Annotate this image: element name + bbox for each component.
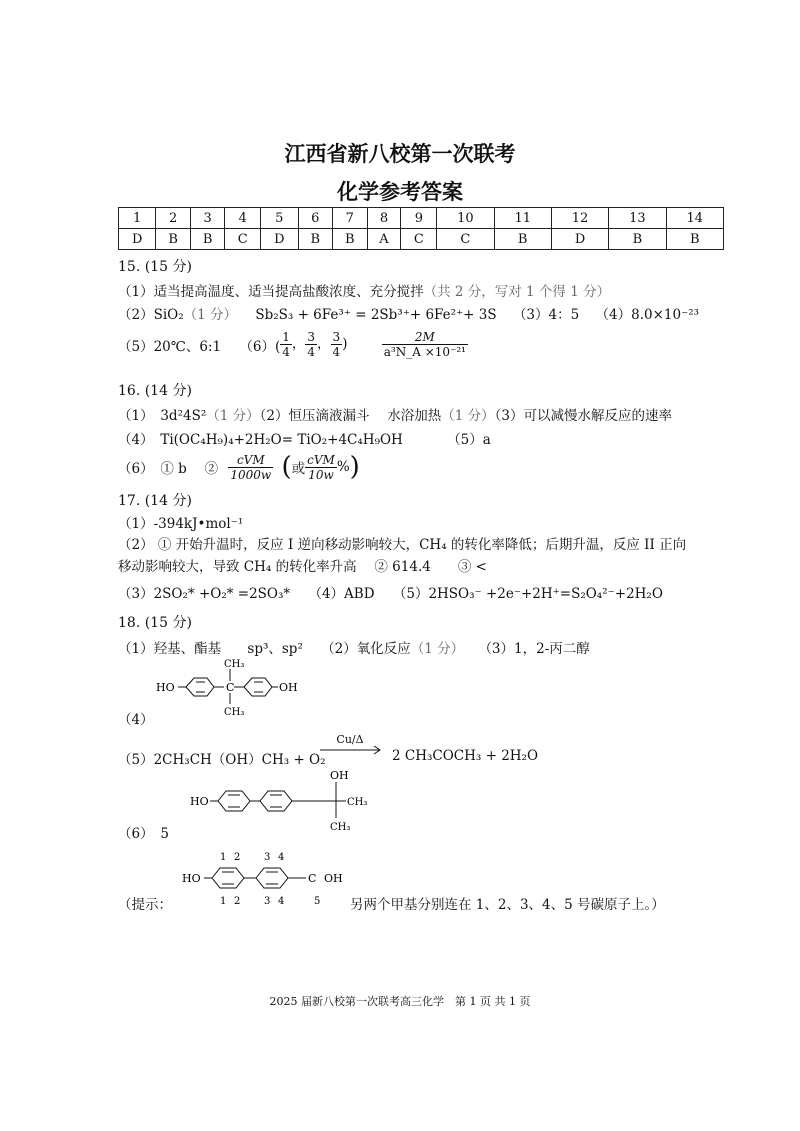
q16-l1-c: （3）可以减慢水解反应的速率 [494,408,672,424]
s3-bot-4: 4 [278,896,285,907]
q17-l4-a: （3）2SO₂* +O₂* =2SO₃* [118,586,291,602]
q18-l5-b: 另两个甲基分别连在 1、2、3、4、5 号碳原子上。） [350,897,665,913]
q18-l1-note: （1 分） [410,641,465,657]
q15-l2-c: （3）4：5 [512,307,580,323]
q16-l1-note2: （1 分） [441,408,495,424]
question-number-cell: 5 [261,208,298,229]
s2-ho: HO [190,795,209,808]
answer-cell: B [156,229,191,250]
s3-ho: HO [182,872,201,885]
q15-line1 [118,280,610,300]
s3-bot-1: 1 [220,896,227,907]
q18-line5 [118,893,172,913]
s1-c: C [226,681,235,694]
question-number-cell: 10 [437,208,494,229]
q16-percent: % [336,459,350,475]
q18-l1-d: （3）1，2-丙二醇 [478,641,590,657]
question-number-cell: 1 [119,208,156,229]
question-number-cell: 6 [298,208,333,229]
question-number-cell: 9 [401,208,437,229]
s3-bot-3: 3 [264,896,271,907]
q15-l1-note: （共 2 分，写对 1 个得 1 分） [423,284,611,300]
s3-bot-5: 5 [314,896,321,907]
q17-line3: 移动影响较大，导致 CH₄ 的转化率升高 ② 614.4 ③ < [118,559,487,575]
page-subtitle: 化学参考答案 [337,179,463,204]
question-number-cell: 11 [494,208,551,229]
s3-top-4: 4 [278,852,285,863]
q15-density-fraction: $\frac{2M}{\text{a³N\_A ×10⁻²¹}}$ [383,330,466,359]
q17-l4-c: （5）2HSO₃⁻ +2e⁻+2H⁺=S₂O₄²⁻+2H₂O [392,586,663,602]
hint-structure [180,842,360,912]
s1-ch3-bottom: CH₃ [224,707,245,718]
q18-line3 [118,748,326,768]
answer-cell: B [609,229,666,250]
s1-ho: HO [156,681,175,694]
q18-line1 [118,637,590,657]
answer-cell: D [551,229,608,250]
q15-coord-z: $\frac{3}{4}$ [332,330,341,359]
q15-l1-text: （1）适当提高温度、适当提高盐酸浓度、充分搅拌 [118,284,424,300]
q16-line2 [118,428,491,448]
q15-l3-b: （6）( [239,338,281,355]
q16-l1-note1: （1 分） [206,408,260,424]
page-title: 江西省新八校第一次联考 [284,141,516,166]
answer-cell: C [401,229,437,250]
q15-l2-b: Sb₂S₃ + 6Fe³⁺ = 2Sb³⁺+ 6Fe²⁺+ 3S [255,307,497,323]
question-number-cell: 4 [225,208,261,229]
q16-fraction-2: $\frac{\text{cVM}}{10w}$ [307,452,335,482]
q18-line4: （6） 5 [118,826,169,842]
q18-l1-b: sp³、sp² [247,641,303,657]
answer-table [118,207,724,250]
q18-l5-a: （提示： [118,897,172,913]
q17-l4-b: （4）ABD [308,586,375,602]
answer-cell: C [437,229,494,250]
q15-heading: 15. (15 分) [118,259,192,275]
q16-l1-a: （1） 3d²4S² [118,408,207,424]
q15-l2-d: （4）8.0×10⁻²³ [595,307,700,323]
q18-l1-a: （1）羟基、酯基 [118,641,222,657]
s3-bot-2: 2 [234,896,241,907]
answer-cell: A [367,229,401,250]
q16-line1 [118,404,672,424]
answer-cell: B [190,229,225,250]
q17-line4 [118,582,663,602]
bisphenol-structure [150,656,310,718]
s2-ch3-bottom: CH₃ [330,822,351,833]
answer-cell: D [261,229,298,250]
q17-line2: （2） ① 开始升温时，反应 I 逆向移动影响较大，CH₄ 的转化率降低；后期升温，反应 II 正向 [118,537,687,553]
q18-l1-c: （2）氧化反应 [321,641,411,657]
question-number-cell: 14 [666,208,723,229]
s3-top-3: 3 [264,852,271,863]
answer-table-answer-row [119,229,724,250]
q16-fraction-1: $\frac{\text{cVM}}{1000w}$ [230,452,272,482]
q18-heading: 18. (15 分) [118,615,192,631]
s3-oh: OH [324,872,343,885]
answer-cell: D [119,229,156,250]
q18-line2: （4） [118,712,154,728]
q16-l1-b: （2）恒压滴液漏斗 水浴加热 [259,408,442,424]
s3-c: C [308,872,317,885]
q15-l2-a: （2）SiO₂ [118,307,184,323]
answer-cell: C [225,229,261,250]
q15-coord-x: $\frac{1}{4}$ [282,330,290,359]
answer-cell: B [666,229,723,250]
biphenyl-alcohol-structure [188,768,368,834]
s1-ch3-top: CH₃ [224,659,245,670]
s2-ch3: CH₃ [347,797,368,808]
q17-heading: 17. (14 分) [118,493,192,509]
answer-cell: B [494,229,551,250]
q16-line3: （6） ① b ② $\frac{\text{cVM}}{1000w}$ (或 $\frac{\text{cVM}}{10w}$ %) [118,452,360,482]
reaction-condition: Cu/Δ [336,733,364,746]
q15-line2 [118,303,699,323]
q16-l2-b: （5）a [447,432,491,448]
question-number-cell: 12 [551,208,608,229]
question-number-cell: 7 [333,208,368,229]
s2-oh: OH [330,769,349,782]
reaction-arrow [318,744,384,756]
q16-heading: 16. (14 分) [118,383,192,399]
q15-line3: （5）20℃、6:1 （6）( $\frac{1}{4}$ ， $\frac{3}{4}$ ， $\frac{3}{4}$ ) $\frac{2M}{\text{a³N\_A ×10⁻²¹}}$ [118,330,466,359]
question-number-cell: 3 [190,208,225,229]
answer-table-number-row [119,208,724,229]
q16-l2-a: （4） Ti(OC₄H₉)₄+2H₂O= TiO₂+4C₄H₉OH [118,432,403,448]
q17-line1: （1）-394kJ•mol⁻¹ [118,516,244,532]
page-footer: 2025 届新八校第一次联考高三化学 第 1 页 共 1 页 [269,995,531,1008]
q15-l3-a: （5）20℃、6:1 [118,338,222,355]
answer-cell: B [333,229,368,250]
q16-l3-a: （6） ① b ② [118,461,219,477]
question-number-cell: 2 [156,208,191,229]
question-number-cell: 13 [609,208,666,229]
s3-top-2: 2 [234,852,241,863]
answer-cell: B [298,229,333,250]
q15-l2-a-note: （1 分） [183,307,238,323]
s3-top-1: 1 [220,852,227,863]
q18-l3-a: （5）2CH₃CH（OH）CH₃ + O₂ [118,752,326,768]
q16-or: 或 [291,461,306,477]
q15-coord-y: $\frac{3}{4}$ [307,330,316,359]
question-number-cell: 8 [367,208,401,229]
s1-oh: OH [279,681,298,694]
q18-l3-b: 2 CH₃COCH₃ + 2H₂O [392,748,539,764]
